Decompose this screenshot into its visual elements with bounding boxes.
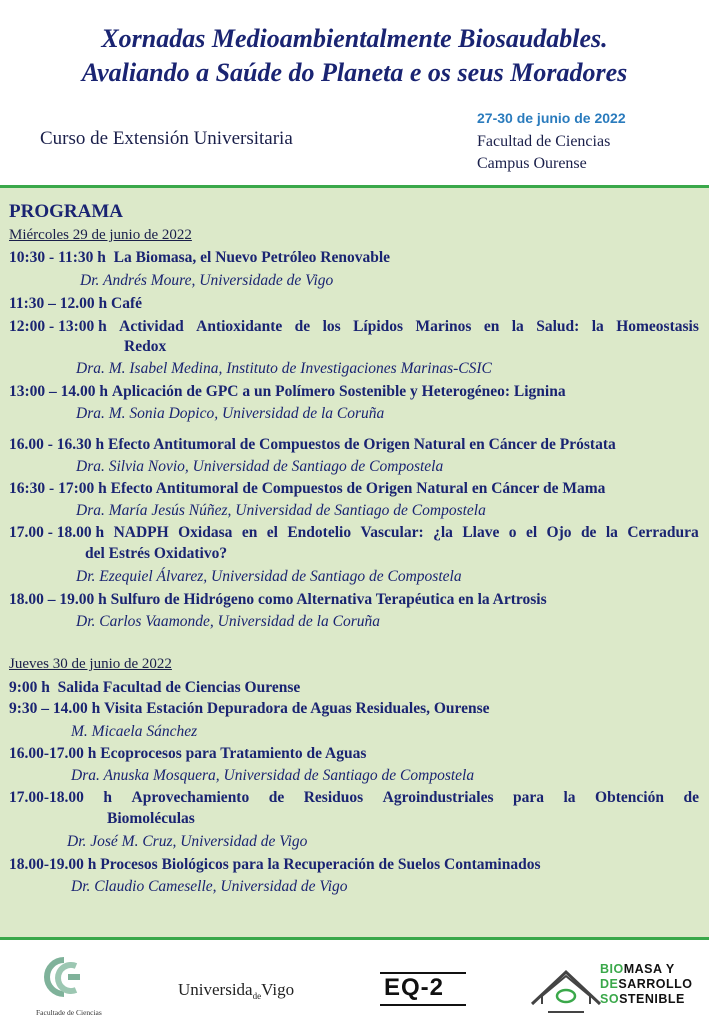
day2-session-4-title-cont: Biomoléculas [107,810,195,827]
session-title: La Biomasa, el Nuevo Petróleo Renovable [113,249,391,266]
title-word: Obtención [595,789,664,806]
session-title: Salida Facultad de Ciencias Ourense [57,679,301,696]
session-time: 17.00 - 18.00 h [9,524,105,541]
faculty-cc-emblem-icon [42,956,86,998]
day1-session-6 [9,479,605,498]
uvigo-part2: Vigo [261,980,295,999]
day1-session-3-title-cont: Redox [124,338,167,355]
session-time: 12:00 - 13:00 h [9,318,107,335]
session-title: Sulfuro de Hidrógeno como Alternativa Terapéutica en la Artrosis [110,591,547,608]
title-word: la [563,789,576,806]
facultade-ciencias-label: Facultade de Ciencias [36,1008,102,1017]
day2-session-5-speaker: Dr. Claudio Cameselle, Universidad de Vigo [71,878,348,895]
title-word: Agroindustriales [382,789,494,806]
session-time: 13:00 – 14.00 h [9,383,109,400]
session-time: 17.00-18.00 [9,789,84,806]
day2-session-3 [9,744,366,763]
title-word: la [591,318,604,335]
title-word: o [508,524,517,541]
session-title: Ecoprocesos para Tratamiento de Aguas [100,745,367,762]
day1-session-2: 11:30 – 12.00 h Café [9,295,143,312]
title-word: Vascular: [360,524,424,541]
day1-session-8-speaker: Dr. Carlos Vaamonde, Universidad de la Coruña [76,613,380,630]
day1-session-4 [9,382,566,401]
title-word: Marinos [415,318,472,335]
day1-session-1-speaker: Dr. Andrés Moure, Universidade de Vigo [80,272,334,289]
venue-campus: Campus Ourense [477,155,587,172]
title-word: en [241,524,258,541]
day1-session-7-title-cont: del Estrés Oxidativo? [85,545,228,562]
bds-line2-rest: SARROLLO [618,977,693,991]
bds-line2 [600,977,693,992]
day1-session-7-speaker: Dr. Ezequiel Álvarez, Universidad de Santiago de Compostela [76,568,462,585]
title-word: Endotelio [287,524,352,541]
eq2-logo [380,972,466,1006]
document-header [0,0,709,185]
title-word: NADPH [113,524,169,541]
title-word: de [294,318,311,335]
program-panel [0,185,709,940]
eq2-bottom-bar [380,1004,466,1006]
day1-session-5 [9,435,616,454]
day2-session-1 [9,678,300,697]
session-title: Visita Estación Depuradora de Aguas Residuales, Ourense [104,700,490,717]
title-word: el [525,524,538,541]
title-word: de [683,789,699,806]
bds-line1-rest: MASA Y [623,962,675,976]
title-word: de [268,789,285,806]
bds-line2-accent: DE [600,977,619,991]
bds-line1 [600,962,675,977]
title-word: Aprovechamiento [131,789,250,806]
bds-line3-rest: STENIBLE [619,992,685,1006]
day2-session-5 [9,855,540,874]
course-type: Curso de Extensión Universitaria [40,128,293,149]
day2-session-4 [9,788,699,807]
sponsor-logos [0,940,709,1024]
session-time: 9:00 h [9,679,50,696]
title-word: Residuos [303,789,364,806]
uvigo-de: de [252,991,262,1001]
title-word: Antioxidante [196,318,283,335]
session-title: Efecto Antitumoral de Compuestos de Origen Natural en Cáncer de Próstata [108,436,616,453]
session-time: 16.00-17.00 h [9,745,97,762]
title-word: la [511,318,524,335]
program-heading: PROGRAMA [9,201,123,222]
session-time: 9:30 – 14.00 h [9,700,101,717]
session-title: Procesos Biológicos para la Recuperación de Suelos Contaminados [100,856,541,873]
eq2-label: EQ-2 [384,974,445,1001]
session-title: Efecto Antitumoral de Compuestos de Origen Natural en Cáncer de Mama [110,480,606,497]
day1-session-7 [9,523,699,542]
day2-session-2 [9,699,490,718]
day1-session-5-speaker: Dra. Silvia Novio, Universidad de Santiago de Compostela [76,458,444,475]
session-title: Aplicación de GPC a un Polímero Sostenible y Heterogéneo: Lignina [111,383,566,400]
day2-session-2-speaker: M. Micaela Sánchez [71,723,198,740]
title-word: h [103,789,113,806]
title-word: ¿la [433,524,453,541]
title-word: el [266,524,278,541]
uvigo-part1: Universida [178,980,253,999]
event-title-line2: Avaliando a Saúde do Planeta e os seus Moradores [81,58,628,87]
session-time: 18.00-19.00 h [9,856,97,873]
session-time: 18.00 – 19.00 h [9,591,107,608]
day1-date: Miércoles 29 de junio de 2022 [9,227,192,243]
title-word: Lípidos [353,318,404,335]
house-leaf-icon [528,966,604,1016]
session-time: 16.00 - 16.30 h [9,436,105,453]
day1-session-8 [9,590,547,609]
title-word: Cerradura [627,524,699,541]
universidade-vigo-logo [178,980,294,1000]
title-word: Salud: [536,318,580,335]
bds-line3 [600,992,685,1007]
session-time: 16:30 - 17:00 h [9,480,107,497]
bds-line1-accent: BIO [600,962,624,976]
title-word: Actividad [119,318,184,335]
title-word: Ojo [546,524,572,541]
facultade-ciencias-logo [36,956,116,1018]
title-word: la [605,524,618,541]
session-time: 10:30 - 11:30 h [9,249,106,266]
event-dates: 27-30 de junio de 2022 [477,110,626,126]
day2-session-3-speaker: Dra. Anuska Mosquera, Universidad de Santiago de Compostela [71,767,475,784]
event-title [0,22,709,90]
title-word: Llave [462,524,500,541]
title-word: de [580,524,597,541]
bds-line3-accent: SO [600,992,620,1006]
day2-date: Jueves 30 de junio de 2022 [9,656,172,672]
title-word: para [512,789,544,806]
day1-session-6-speaker: Dra. María Jesús Núñez, Universidad de Santiago de Compostela [76,502,486,519]
biomasa-desarrollo-logo [528,956,708,1018]
day1-session-3 [9,317,699,336]
day1-session-1 [9,248,390,267]
day2-session-4-speaker: Dr. José M. Cruz, Universidad de Vigo [67,833,308,850]
title-word: los [322,318,341,335]
event-title-line1: Xornadas Medioambientalmente Biosaudables. [101,24,608,53]
title-word: Homeostasis [616,318,699,335]
day1-session-4-speaker: Dra. M. Sonia Dopico, Universidad de la Coruña [76,405,385,422]
day1-session-3-speaker: Dra. M. Isabel Medina, Instituto de Investigaciones Marinas-CSIC [76,360,492,377]
venue-faculty: Facultad de Ciencias [477,133,611,150]
title-word: en [483,318,500,335]
title-word: Oxidasa [178,524,233,541]
